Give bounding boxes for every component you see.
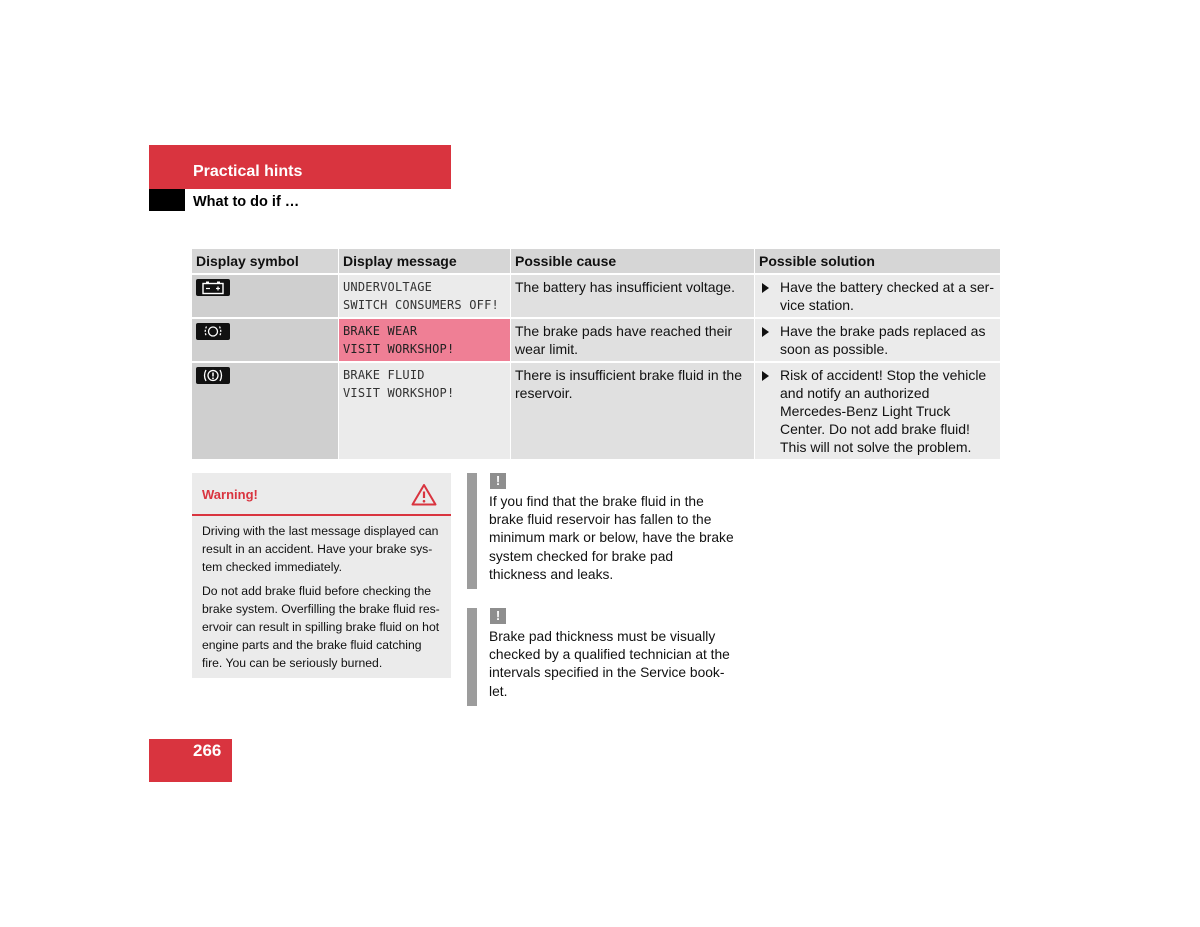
warning-title: Warning! bbox=[202, 487, 258, 502]
subsection-marker bbox=[149, 189, 185, 211]
header-display-message: Display message bbox=[339, 249, 511, 274]
warning-body bbox=[192, 516, 451, 672]
header-display-symbol: Display symbol bbox=[192, 249, 339, 274]
header-possible-solution: Possible solution bbox=[755, 249, 1001, 274]
solution-text: Risk of accident! Stop the vehicle and notify an authorized Mercedes-Benz Light Truck Center. Do not add brake fluid! This will not solve the problem. bbox=[780, 367, 987, 455]
warning-header bbox=[192, 473, 451, 516]
symbol-cell bbox=[192, 274, 339, 318]
table-header-row bbox=[192, 249, 1000, 274]
solution-cell bbox=[755, 362, 1001, 459]
message-cell bbox=[339, 362, 511, 459]
exclamation-icon: ! bbox=[490, 473, 506, 489]
warning-box bbox=[192, 473, 451, 678]
bullet-arrow-icon bbox=[762, 371, 769, 381]
solution-cell bbox=[755, 274, 1001, 318]
note-text: Brake pad thickness must be visually checked by a qualified technician at the intervals specified in the Service book-let. bbox=[489, 629, 730, 699]
warning-paragraph: Driving with the last message displayed can result in an accident. Have your brake sys-tem checked immediately. bbox=[202, 524, 439, 574]
note-text: If you find that the brake fluid in the brake fluid reservoir has fallen to the minimum mark or below, have the brake system checked for brake pad thickness and leaks. bbox=[489, 494, 734, 582]
cause-cell: The battery has insufficient voltage. bbox=[511, 274, 755, 318]
message-line: VISIT WORKSHOP! bbox=[343, 342, 455, 356]
solution-cell bbox=[755, 318, 1001, 362]
message-line: VISIT WORKSHOP! bbox=[343, 386, 455, 400]
warning-triangle-icon bbox=[411, 483, 437, 511]
table-row bbox=[192, 318, 1000, 362]
note-side-bar bbox=[467, 473, 477, 589]
subsection-title: What to do if … bbox=[193, 194, 300, 210]
section-title: Practical hints bbox=[193, 163, 303, 180]
display-messages-table bbox=[192, 249, 1000, 459]
note-side-bar bbox=[467, 608, 477, 706]
symbol-cell bbox=[192, 362, 339, 459]
brake-warning-icon bbox=[196, 367, 230, 384]
message-line: BRAKE WEAR bbox=[343, 324, 418, 338]
solution-text: Have the brake pads replaced as soon as possible. bbox=[780, 323, 986, 357]
warning-paragraph: Do not add brake fluid before checking the brake system. Overfilling the brake fluid res-ervoir can result in spilling brake fluid on hot engine parts and the brake fluid catching fire. You can be seriously burned. bbox=[202, 584, 440, 670]
note-fluid-level bbox=[467, 473, 732, 589]
table-row bbox=[192, 362, 1000, 459]
header-possible-cause: Possible cause bbox=[511, 249, 755, 274]
cause-cell: There is insufficient brake fluid in the reservoir. bbox=[511, 362, 755, 459]
message-line: SWITCH CONSUMERS OFF! bbox=[343, 298, 499, 312]
table-row bbox=[192, 274, 1000, 318]
symbol-cell bbox=[192, 318, 339, 362]
message-cell-highlighted bbox=[339, 318, 511, 362]
page-number: 266 bbox=[193, 741, 222, 760]
bullet-arrow-icon bbox=[762, 327, 769, 337]
exclamation-icon: ! bbox=[490, 608, 506, 624]
battery-icon bbox=[196, 279, 230, 296]
bullet-arrow-icon bbox=[762, 283, 769, 293]
message-cell bbox=[339, 274, 511, 318]
message-line: UNDERVOLTAGE bbox=[343, 280, 433, 294]
note-pad-thickness bbox=[467, 608, 732, 706]
cause-cell: The brake pads have reached their wear limit. bbox=[511, 318, 755, 362]
brake-pad-wear-icon bbox=[196, 323, 230, 340]
message-line: BRAKE FLUID bbox=[343, 368, 425, 382]
solution-text: Have the battery checked at a ser-vice station. bbox=[780, 279, 994, 313]
